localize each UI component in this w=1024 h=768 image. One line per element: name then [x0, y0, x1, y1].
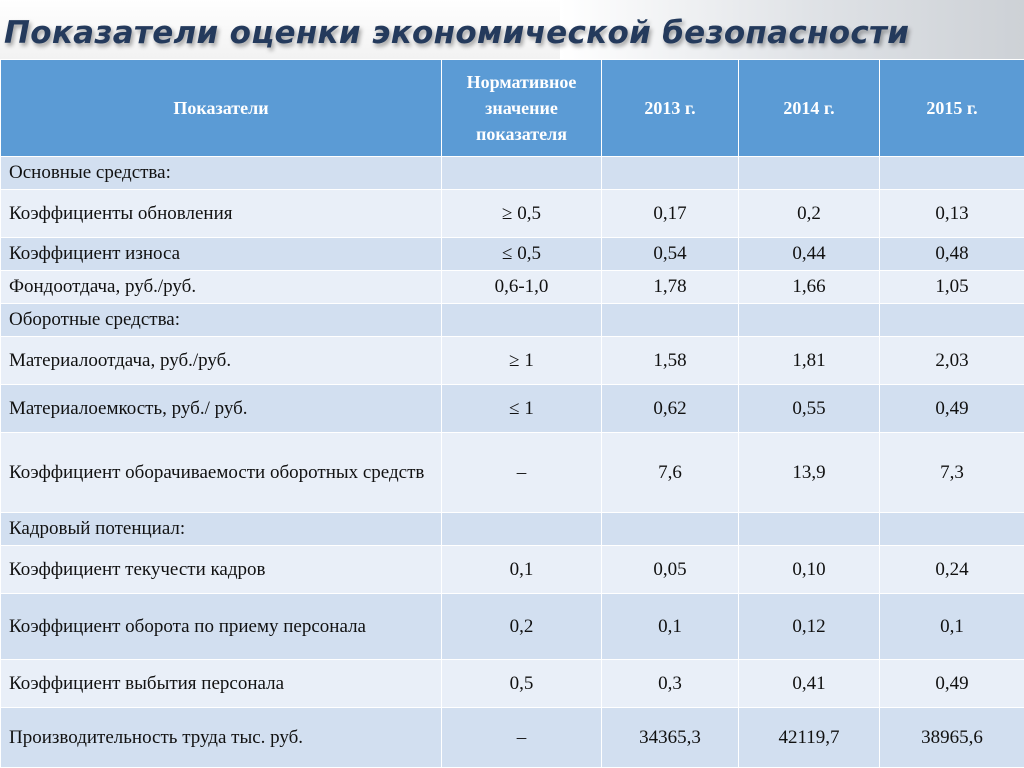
indicator-cell: Коэффициент оборачиваемости оборотных средств: [1, 433, 442, 513]
value-2014-cell: 0,44: [739, 238, 880, 271]
indicator-cell: Коэффициент износа: [1, 238, 442, 271]
section-label: Основные средства:: [1, 157, 442, 190]
table-section-row: [1, 513, 1024, 546]
empty-cell: [880, 513, 1024, 546]
empty-cell: [442, 304, 602, 337]
value-2014-cell: 0,10: [739, 546, 880, 594]
header-norm-line: Нормативное: [467, 72, 577, 92]
table-row: [1, 385, 1024, 433]
table-row: [1, 708, 1024, 768]
empty-cell: [739, 157, 880, 190]
value-2015-cell: 0,1: [880, 594, 1024, 660]
table-body: [1, 157, 1024, 768]
value-2014-cell: 13,9: [739, 433, 880, 513]
table-row: [1, 660, 1024, 708]
table-row: [1, 238, 1024, 271]
empty-cell: [602, 513, 739, 546]
value-2015-cell: 1,05: [880, 271, 1024, 304]
indicator-cell: Материалоемкость, руб./ руб.: [1, 385, 442, 433]
value-2015-cell: 38965,6: [880, 708, 1024, 768]
norm-cell: ≥ 1: [442, 337, 602, 385]
empty-cell: [880, 157, 1024, 190]
header-2015: 2015 г.: [880, 60, 1024, 157]
value-2015-cell: 2,03: [880, 337, 1024, 385]
value-2015-cell: 0,48: [880, 238, 1024, 271]
empty-cell: [602, 157, 739, 190]
value-2013-cell: 0,62: [602, 385, 739, 433]
value-2014-cell: 0,12: [739, 594, 880, 660]
norm-cell: ≤ 1: [442, 385, 602, 433]
header-2014: 2014 г.: [739, 60, 880, 157]
value-2013-cell: 0,3: [602, 660, 739, 708]
value-2013-cell: 0,54: [602, 238, 739, 271]
table-row: [1, 337, 1024, 385]
value-2013-cell: 7,6: [602, 433, 739, 513]
norm-cell: –: [442, 708, 602, 768]
indicator-cell: Коэффициенты обновления: [1, 190, 442, 238]
header-2013: 2013 г.: [602, 60, 739, 157]
table-row: [1, 271, 1024, 304]
section-label: Кадровый потенциал:: [1, 513, 442, 546]
empty-cell: [880, 304, 1024, 337]
indicator-cell: Коэффициент текучести кадров: [1, 546, 442, 594]
table-section-row: [1, 157, 1024, 190]
value-2013-cell: 0,17: [602, 190, 739, 238]
value-2014-cell: 0,55: [739, 385, 880, 433]
table-row: [1, 190, 1024, 238]
indicator-cell: Коэффициент оборота по приему персонала: [1, 594, 442, 660]
table-row: [1, 433, 1024, 513]
value-2013-cell: 34365,3: [602, 708, 739, 768]
value-2013-cell: 1,78: [602, 271, 739, 304]
page-title: Показатели оценки экономической безопасности: [0, 0, 1024, 58]
norm-cell: 0,2: [442, 594, 602, 660]
norm-cell: ≥ 0,5: [442, 190, 602, 238]
header-norm: [442, 60, 602, 157]
indicator-cell: Материалоотдача, руб./руб.: [1, 337, 442, 385]
table-section-row: [1, 304, 1024, 337]
empty-cell: [739, 513, 880, 546]
indicators-table: [0, 59, 1024, 768]
value-2015-cell: 0,24: [880, 546, 1024, 594]
value-2014-cell: 42119,7: [739, 708, 880, 768]
section-label: Оборотные средства:: [1, 304, 442, 337]
value-2013-cell: 0,05: [602, 546, 739, 594]
indicator-cell: Коэффициент выбытия персонала: [1, 660, 442, 708]
empty-cell: [442, 157, 602, 190]
value-2015-cell: 0,49: [880, 660, 1024, 708]
empty-cell: [739, 304, 880, 337]
value-2014-cell: 1,66: [739, 271, 880, 304]
norm-cell: 0,5: [442, 660, 602, 708]
empty-cell: [602, 304, 739, 337]
norm-cell: 0,1: [442, 546, 602, 594]
value-2014-cell: 0,2: [739, 190, 880, 238]
header-indicator: Показатели: [1, 60, 442, 157]
value-2015-cell: 0,13: [880, 190, 1024, 238]
value-2015-cell: 7,3: [880, 433, 1024, 513]
indicator-cell: Производительность труда тыс. руб.: [1, 708, 442, 768]
norm-cell: ≤ 0,5: [442, 238, 602, 271]
value-2013-cell: 1,58: [602, 337, 739, 385]
norm-cell: 0,6-1,0: [442, 271, 602, 304]
table-row: [1, 546, 1024, 594]
value-2015-cell: 0,49: [880, 385, 1024, 433]
header-norm-line: значение: [485, 98, 558, 118]
value-2014-cell: 1,81: [739, 337, 880, 385]
value-2013-cell: 0,1: [602, 594, 739, 660]
table-row: [1, 594, 1024, 660]
value-2014-cell: 0,41: [739, 660, 880, 708]
norm-cell: –: [442, 433, 602, 513]
header-norm-line: показателя: [476, 124, 567, 144]
table-header-row: [1, 60, 1024, 157]
indicator-cell: Фондоотдача, руб./руб.: [1, 271, 442, 304]
empty-cell: [442, 513, 602, 546]
